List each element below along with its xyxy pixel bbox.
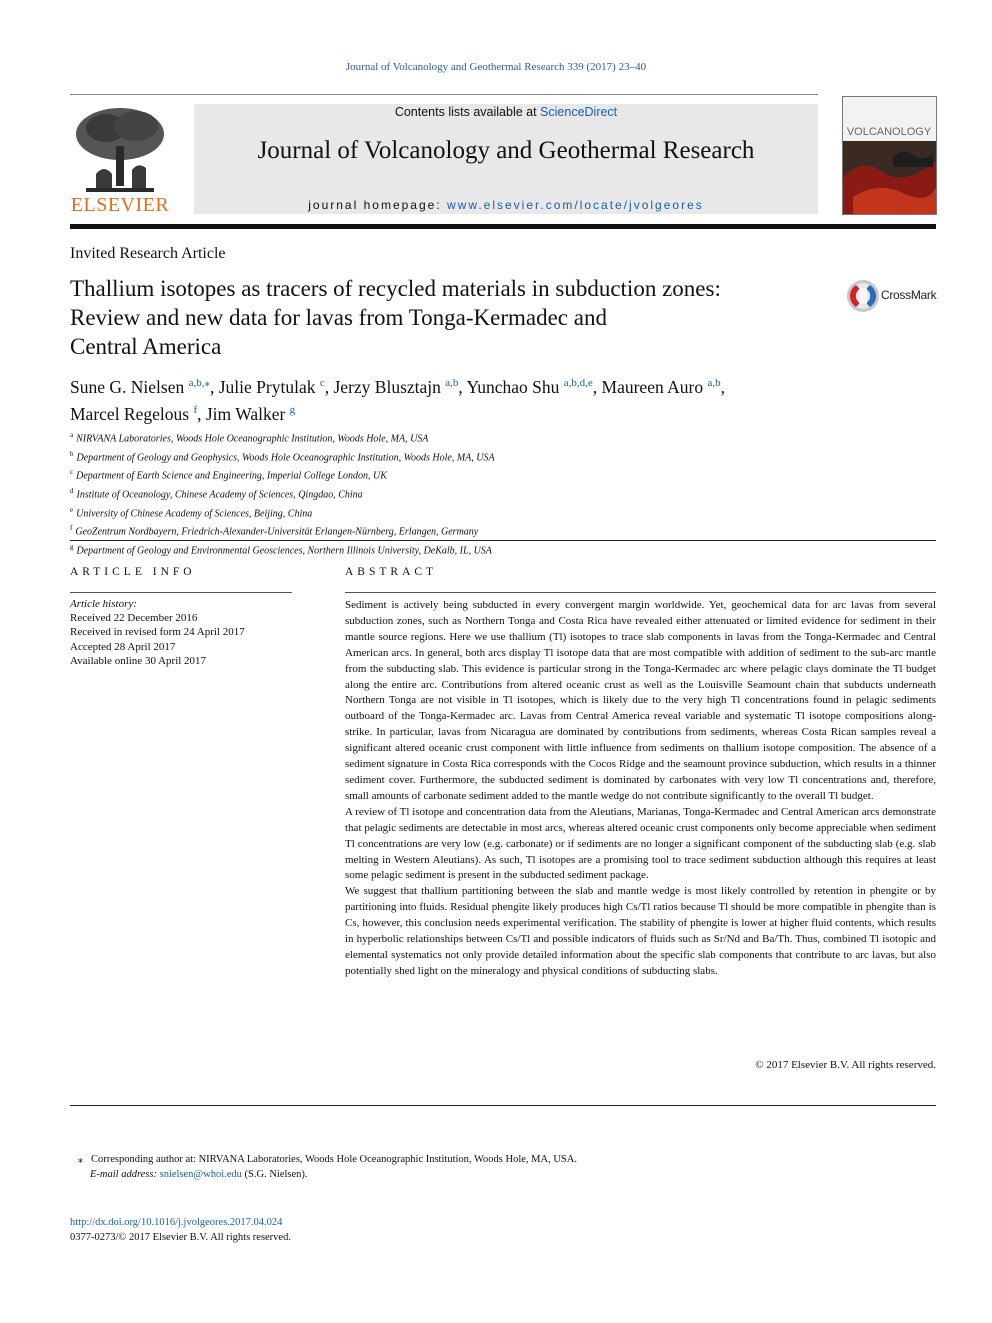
article-history	[70, 597, 245, 668]
author[interactable]: Jerzy Blusztajn $^{a,b}$	[333, 376, 459, 397]
footnote-email: E-mail address: snielsen@whoi.edu (S.G. Nielsen).	[90, 1169, 308, 1180]
footnote-marker: ⁎	[77, 1154, 84, 1165]
email-link[interactable]: snielsen@whoi.edu	[159, 1169, 242, 1180]
corresponding-footnote	[70, 1152, 936, 1182]
elsevier-wordmark: ELSEVIER	[70, 194, 170, 216]
affiliation: $^e$ University of Chinese Academy of Sciences, Beijing, China	[70, 505, 313, 519]
cover-artwork	[843, 97, 936, 214]
divider	[70, 1105, 936, 1106]
abstract-paragraph: A review of Tl isotope and concentration data from the Aleutians, Marianas, Tonga-Kermadec and Central American arcs demonstrate that pelagic sediments are detectable in most arcs, whereas altered oceanic crust components only become appreciable when sediment Tl concentrations are very low (e.g. carbonate) or if sediments are no longer a significant component of the subducting slab (e.g. slab melting in Western Aleutians). As such, Tl isotopes are a promising tool to trace sediment subduction although this requires at least some pelagic sediment is present in the subducted sediment package.	[345, 805, 936, 882]
homepage-link[interactable]: www.elsevier.com/locate/jvolgeores	[447, 198, 704, 212]
contents-line	[194, 105, 818, 119]
author[interactable]: Maureen Auro $^{a,b}$	[601, 376, 721, 397]
title-line: Thallium isotopes as tracers of recycled materials in subduction zones:	[70, 276, 721, 301]
author[interactable]: Sune G. Nielsen $^{a,b,⁎}$	[70, 376, 210, 397]
affiliation: $^g$ Department of Geology and Environmental Geosciences, Northern Illinois University, DeKalb, IL, USA	[70, 542, 492, 557]
affiliation: $^f$ GeoZentrum Nordbayern, Friedrich-Alexander-Universität Erlangen-Nürnberg, Erlangen, Germany	[70, 524, 479, 538]
article-title	[70, 274, 810, 361]
homepage-prefix: journal homepage:	[308, 198, 447, 212]
issn-line: 0377-0273/© 2017 Elsevier B.V. All rights reserved.	[70, 1232, 291, 1243]
author[interactable]: Marcel Regelous $^f$	[70, 403, 198, 424]
doi-block	[70, 1215, 291, 1245]
author[interactable]: Julie Prytulak $^c$	[218, 376, 325, 397]
abstract-body	[345, 598, 936, 980]
journal-reference[interactable]: Journal of Volcanology and Geothermal Research 339 (2017) 23–40	[345, 61, 647, 73]
title-line: Central America	[70, 334, 222, 359]
author-list: Sune G. Nielsen $^{a,b,⁎}$, Julie Prytulak $^c$, Jerzy Blusztajn $^{a,b}$, Yunchao Shu $^{a,b,d,e}$, Maureen Auro $^{a,b}$, Marcel Regelous $^f$, Jim Walker $^g$	[70, 376, 725, 424]
journal-cover-thumbnail[interactable]	[842, 96, 937, 215]
author[interactable]: Jim Walker $^g$	[205, 403, 296, 424]
cover-title: VOLCANOLOGY	[846, 126, 932, 138]
affiliation: $^d$ Institute of Oceanology, Chinese Academy of Sciences, Qingdao, China	[70, 486, 363, 501]
history-entry: Received in revised form 24 April 2017	[70, 626, 245, 639]
title-line: Review and new data for lavas from Tonga-Kermadec and	[70, 305, 607, 330]
affiliation: $^c$ Department of Earth Science and Engineering, Imperial College London, UK	[70, 468, 387, 482]
copyright: © 2017 Elsevier B.V. All rights reserved.	[755, 1059, 936, 1071]
author[interactable]: Yunchao Shu $^{a,b,d,e}$	[466, 376, 593, 397]
journal-title: Journal of Volcanology and Geothermal Research	[257, 137, 755, 164]
contents-prefix: Contents lists available at	[394, 105, 541, 119]
doi-link[interactable]: http://dx.doi.org/10.1016/j.jvolgeores.2017.04.024	[70, 1217, 283, 1228]
affiliation: $^b$ Department of Geology and Geophysics, Woods Hole Oceanographic Institution, Woods Hole, MA, USA	[70, 449, 495, 463]
sciencedirect-link[interactable]: ScienceDirect	[540, 105, 618, 119]
divider	[70, 592, 292, 593]
header-thick-rule	[70, 224, 936, 229]
abstract-paragraph: Sediment is actively being subducted in every convergent margin worldwide. Yet, geochemical data for arc lavas from several subduction zones, such as Northern Tonga and Costa Rica have revealed either attenuated or limited evidence for sediment in their mantle source regions. Here we use thallium (Tl) isotopes to trace slab components in lavas from the Tonga-Kermadec and Central American arcs. In general, both arcs display Tl isotope data that are most compatible with addition of sediment to the sub-arc mantle from the subducting slab. This evidence is particular strong in the Tonga-Kermadec arc where pelagic clays dominate the Tl budget along the entire arc. Contributions from altered oceanic crust as well as the Louisville Seamount chain that subducts underneath Northern Tonga are not visible in Tl isotopes, which is likely due to the very high Tl concentrations found in pelagic sediments outboard of the Tonga-Kermadec arc. Lavas from Central America reveal variable and systematic Tl isotope compositions along-strike. In particular, lavas from Nicaragua are dominated by contributions from sediments, whereas Costa Rican samples reveal a significant altered oceanic crust component with little influence from sediments on thallium isotope composition. The absence of a sediment signature in Costa Rica corresponds with the Cocos Ridge and the seamount province subduction, which results in a thinner sediment cover. Furthermore, the subducted sediment is dominated by carbonates with very low Tl concentrations and, therefore, small amounts of carbonate sediment added to the mantle wedge do not contribute significantly to the overall Tl budget.	[345, 599, 936, 802]
homepage-line	[194, 198, 818, 212]
crossmark-label[interactable]: CrossMark	[881, 288, 937, 302]
footnote-corresponding: ⁎ Corresponding author at: NIRVANA Laboratories, Woods Hole Oceanographic Institution, Woods Hole, MA, USA.	[77, 1154, 577, 1165]
history-entry: Available online 30 April 2017	[70, 654, 207, 667]
affiliations	[70, 428, 936, 558]
abstract-paragraph: We suggest that thallium partitioning between the slab and mantle wedge is most likely controlled by retention in phengite or by partitioning into fluids. Residual phengite likely produces high Cs/Tl ratios because Tl should be more compatible in phengite than is Cs, however, this conclusion needs experimental verification. The stability of phengite is lower at higher fluid contents, which results in hyperbolic relationships between Cs/Tl and possible indicators of fluids such as Sr/Nd and Ba/Th. Thus, combined Tl isotopic and elemental systematics not only provide detailed information about the specific slab components that contribute to arc lavas, but also potentially shed light on the mineralogy and physical conditions of subducting slabs.	[345, 885, 936, 977]
history-entry: Accepted 28 April 2017	[70, 640, 176, 653]
divider	[345, 592, 936, 593]
history-label: Article history:	[70, 598, 137, 610]
abstract-heading: ABSTRACT	[345, 566, 438, 578]
header-top-rule	[70, 94, 818, 95]
divider	[70, 540, 936, 541]
affiliation: $^a$ NIRVANA Laboratories, Woods Hole Oceanographic Institution, Woods Hole, MA, USA	[70, 431, 429, 445]
history-entry: Received 22 December 2016	[70, 612, 198, 625]
article-info-heading: ARTICLE INFO	[70, 566, 196, 578]
article-type: Invited Research Article	[70, 245, 226, 262]
